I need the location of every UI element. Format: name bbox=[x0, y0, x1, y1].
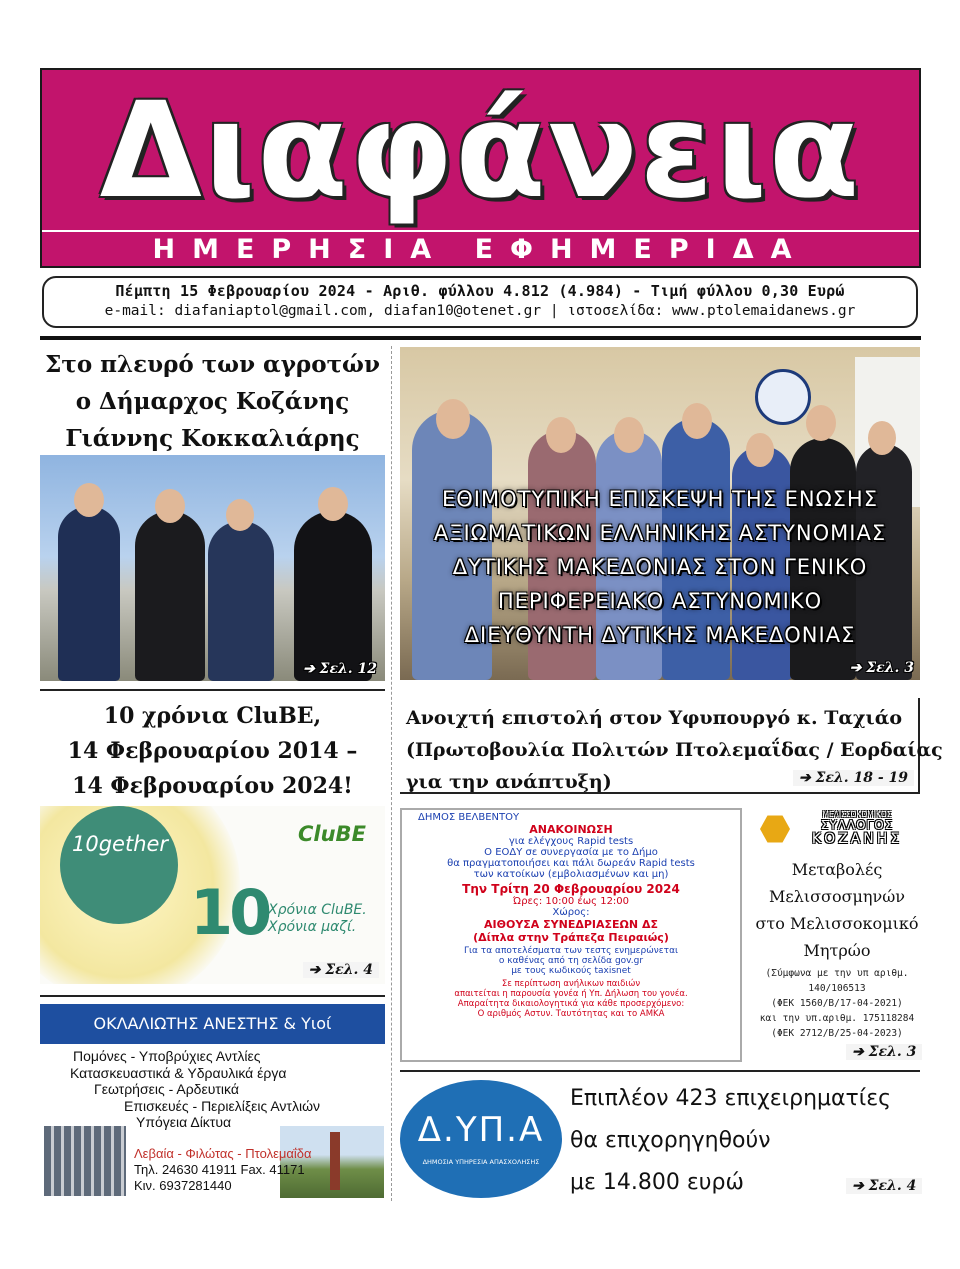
divider bbox=[40, 995, 385, 997]
letter-story[interactable] bbox=[400, 698, 943, 794]
police-headline[interactable]: ΕΘΙΜΟΤΥΠΙΚΗ ΕΠΙΣΚΕΨΗ ΤΗΣ ΕΝΩΣΗΣ ΑΞΙΩΜΑΤΙΚΩΝ ΕΛΛΗΝΙΚΗΣ ΑΣΤΥΝΟΜΙΑΣ ΔΥΤΙΚΗΣ ΜΑΚΕΔΟΝΙΑΣ ΣΤΟΝ ΓΕΝΙΚΟ ΠΕΡΙΦΕΡΕΙΑΚΟ ΑΣΤΥΝΟΜΙΚΟ ΔΙΕΥΘΥΝΤΗ ΔΥΤΙΚΗΣ ΜΑΚΕΔΟΝΙΑΣ bbox=[433, 487, 887, 647]
clube-logo: CluBE bbox=[298, 822, 366, 846]
newspaper-subtitle: ΗΜΕΡΗΣΙΑ ΕΦΗΜΕΡΙΔΑ bbox=[42, 230, 919, 266]
ad-title: ΟΚΛΑΛΙΩΤΗΣ ΑΝΕΣΤΗΣ & Υιοί bbox=[40, 1004, 385, 1044]
beekeepers-page-ref[interactable]: ➔ Σελ. 3 bbox=[846, 1044, 922, 1060]
beekeepers-note: (Σύμφωνα με την υπ αριθμ. 140/106513 (ΦΕΚ 1560/Β/17-04-2021) και την υπ.αριθμ. 175118284 (ΦΕΚ 2712/Β/25-04-2023) bbox=[759, 968, 915, 1039]
ad-location: Λεβαία - Φιλώτας - Πτολεμαΐδα bbox=[134, 1146, 312, 1161]
letter-headline: Ανοιχτή επιστολή στον Υφυπουργό κ. Ταχιάο (Πρωτοβουλία Πολιτών Πτολεμαΐδας / Εορδαίας για την ανάπτυξη) bbox=[406, 707, 943, 793]
masthead bbox=[40, 68, 921, 268]
clube-page-ref[interactable]: ➔ Σελ. 4 bbox=[303, 962, 379, 978]
police-page-ref[interactable]: ➔ Σελ. 3 bbox=[849, 660, 914, 676]
beekeepers-logo: ΜΕΛΙΣΣΟΚΟΜΙΚΟΣ ΣΥΛΛΟΓΟΣ ΚΟΖΑΝΗΣ bbox=[760, 810, 920, 850]
contact-line[interactable]: e-mail: diafaniaptol@gmail.com, diafan10@otenet.gr | ιστοσελίδα: www.ptolemaidanews.gr bbox=[104, 303, 856, 319]
dypa-logo: Δ.ΥΠ.Α ΔΗΜΟΣΙΑ ΥΠΗΡΕΣΙΑ ΑΠΑΣΧΟΛΗΣΗΣ bbox=[400, 1080, 562, 1198]
beekeepers-headline[interactable]: Μεταβολές Μελισσοσμηνών στο Μελισσοκομικό Μητρώο bbox=[755, 860, 919, 960]
clube-banner[interactable] bbox=[40, 806, 385, 984]
column-divider bbox=[391, 346, 392, 1201]
clube-headline[interactable]: 10 χρόνια CluBE, 14 Φεβρουαρίου 2014 – 14 Φεβρουαρίου 2024! bbox=[67, 703, 358, 799]
dypa-headline[interactable]: Επιπλέον 423 επιχειρηματίες θα επιχορηγηθούν με 14.800 ευρώ bbox=[570, 1086, 891, 1195]
farmers-page-ref[interactable]: ➔ Σελ. 12 bbox=[302, 661, 377, 677]
honeycomb-icon bbox=[760, 814, 790, 844]
ad-mobile[interactable]: Κιν. 6937281440 bbox=[134, 1178, 232, 1193]
divider bbox=[40, 689, 385, 691]
pumps-image bbox=[44, 1126, 126, 1196]
letter-page-ref[interactable]: ➔ Σελ. 18 - 19 bbox=[793, 770, 914, 786]
notice-date: Την Τρίτη 20 Φεβρουαρίου 2024 bbox=[462, 882, 680, 896]
divider bbox=[400, 1070, 920, 1072]
farmers-photo[interactable] bbox=[40, 455, 385, 681]
header-rule bbox=[40, 336, 921, 340]
together-logo: 10gether bbox=[72, 832, 169, 856]
ad-phone[interactable]: Τηλ. 24630 41911 Fax. 41171 bbox=[134, 1162, 305, 1177]
velventos-notice[interactable]: ΔΗΜΟΣ ΒΕΛΒΕΝΤΟΥ ΑΝΑΚΟΙΝΩΣΗ για ελέγχους Rapid tests Ο ΕΟΔΥ σε συνεργασία με το Δήμο θα πραγματοποιήσει και πάλι δωρεάν Rapid tests των κατοίκων (εμβολιασμένων και μη) Την Τρίτη 20 Φεβρουαρίου 2024 Ώρες: 10:00 έως 12:00 Χώρος: ΑΙΘΟΥΣΑ ΣΥΝΕΔΡΙΑΣΕΩΝ ΔΣ (Δίπλα στην Τράπεζα Πειραιώς) Για τα αποτελέσματα των τεστς ενημερώνεται ο καθένας από τη σελίδα gov.gr με τους κωδικούς taxisnet Σε περίπτωση ανήλικων παιδιών απαιτείται η παρουσία γονέα ή Υπ. Δήλωση του γονέα. Απαραίτητα δικαιολογητικά για κάθε προσερχόμενο: Ο αριθμός Αστυν. Ταυτότητας και το ΑΜΚΑ bbox=[400, 808, 742, 1062]
farmers-headline[interactable]: Στο πλευρό των αγροτών ο Δήμαρχος Κοζάνης Γιάννης Κοκκαλιάρης bbox=[45, 351, 380, 452]
ten-years-number: 10 bbox=[190, 876, 269, 949]
issue-info-box bbox=[42, 276, 918, 328]
issue-date-line: Πέμπτη 15 Φεβρουαρίου 2024 - Αριθ. φύλλου 4.812 (4.984) - Τιμή φύλλου 0,30 Ευρώ bbox=[115, 282, 845, 300]
ad-services: Πομόνες - Υποβρύχιες Αντλίες Κατασκευαστικά & Υδραυλικά έργα Γεωτρήσεις - Αρδευτικά Επισκευές - Περιελίξεις Αντλιών Υπόγεια Δίκτυα bbox=[70, 1048, 320, 1130]
dypa-page-ref[interactable]: ➔ Σελ. 4 bbox=[846, 1178, 922, 1194]
clube-tagline: Χρόνια CluBE. Χρόνια μαζί. bbox=[268, 902, 367, 935]
newspaper-title: Διαφάνεια bbox=[99, 74, 862, 228]
oklaliotis-ad[interactable] bbox=[40, 1004, 385, 1200]
police-emblem-icon bbox=[755, 369, 811, 425]
